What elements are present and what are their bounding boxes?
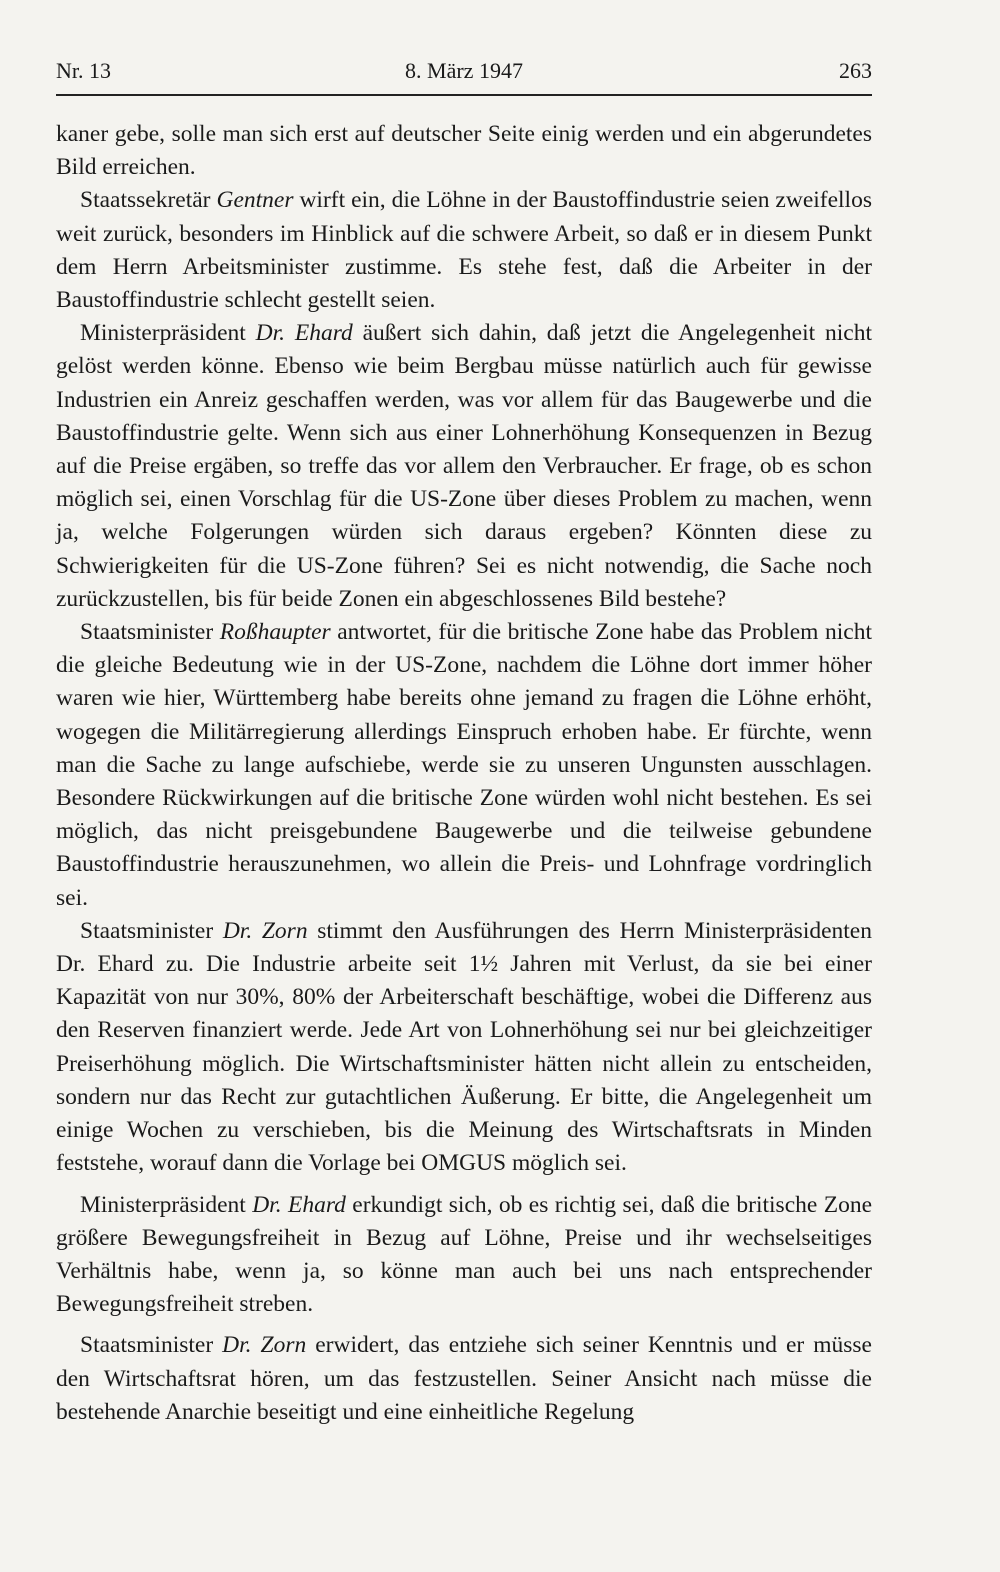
paragraph: Staatsminister Roßhaupter antwortet, für die britische Zone habe das Problem nicht die gleiche Bedeutung wie in der US-Zone, nachdem die Löhne dort immer höher waren wie hier, Württemberg habe bereits ohne jemand zu fragen die Löhne erhöht, wogegen die Militärregierung allerdings Einspruch erhoben habe. Er fürchte, wenn man die Sache zu lange aufschiebe, werde sie zu unseren Ungunsten ausschlagen. Besondere Rückwirkungen auf die britische Zone würden wohl nicht bestehen. Es sei möglich, das nicht preisgebundene Baugewerbe und die teilweise gebundene Baustoffindustrie herauszunehmen, wo allein die Preis- und Lohnfrage vordringlich sei.: [56, 619, 872, 911]
speaker-name: Gentner: [216, 187, 294, 214]
speaker-name: Dr. Ehard: [255, 320, 353, 347]
paragraph: Staatsminister Dr. Zorn erwidert, das entziehe sich seiner Kenntnis und er müsse den Wirtschaftsrat hören, um das festzustellen. Seiner Ansicht nach müsse die bestehende Anarchie beseitigt und eine einheitliche Regelung: [56, 1332, 872, 1425]
speaker-name: Roßhaupter: [219, 619, 331, 646]
speaker-name: Dr. Ehard: [252, 1191, 346, 1218]
header-date: 8. März 1947: [405, 58, 523, 83]
issue-number: Nr. 13: [56, 58, 111, 83]
paragraph: kaner gebe, solle man sich erst auf deutscher Seite einig werden und ein abgerundetes Bild erreichen.: [56, 121, 872, 181]
running-header: [56, 58, 872, 88]
body-text: [56, 118, 872, 1429]
speaker-name: Dr. Zorn: [222, 917, 308, 944]
page-number: 263: [839, 58, 872, 83]
paragraph: Staatssekretär Gentner wirft ein, die Löhne in der Baustoffindustrie seien zweifellos weit zurück, besonders im Hinblick auf die schwere Arbeit, so daß er in diesem Punkt dem Herrn Arbeitsminister zustimme. Es stehe fest, daß die Arbeiter in der Baustoffindustrie schlecht gestellt seien.: [56, 187, 872, 314]
paragraph: Ministerpräsident Dr. Ehard äußert sich dahin, daß jetzt die Angelegenheit nicht gelöst werden könne. Ebenso wie beim Bergbau müsse natürlich auch für gewisse Industrien ein Anreiz geschaffen werden, was vor allem für das Baugewerbe und die Baustoffindustrie gelte. Wenn sich aus einer Lohnerhöhung Konsequenzen in Bezug auf die Preise ergäben, so treffe das vor allem den Verbraucher. Er frage, ob es schon möglich sei, einen Vorschlag für die US-Zone über dieses Problem zu machen, wenn ja, welche Folgerungen würden sich daraus ergeben? Könnten diese zu Schwierigkeiten für die US-Zone führen? Sei es nicht notwendig, die Sache noch zurückzustellen, bis für beide Zonen ein abgeschlossenes Bild bestehe?: [56, 320, 873, 612]
header-rule: [56, 94, 872, 96]
paragraph: Ministerpräsident Dr. Ehard erkundigt sich, ob es richtig sei, daß die britische Zone größere Bewegungsfreiheit in Bezug auf Löhne, Preise und ihr wechselseitiges Verhältnis habe, wenn ja, so könne man auch bei uns nach entsprechender Bewegungsfreiheit streben.: [56, 1191, 873, 1318]
speaker-name: Dr. Zorn: [222, 1332, 307, 1359]
paragraph: Staatsminister Dr. Zorn stimmt den Ausführungen des Herrn Ministerpräsidenten Dr. Ehard zu. Die Industrie arbeite seit 1½ Jahren mit Verlust, da sie bei einer Kapazität von nur 30%, 80% der Arbeiterschaft beschäftige, wobei die Differenz aus den Reserven finanziert werde. Jede Art von Lohnerhöhung sei nur bei gleichzeitiger Preiserhöhung möglich. Die Wirtschaftsminister hätten nicht allein zu entscheiden, sondern nur das Recht zur gutachtlichen Äußerung. Er bitte, die Angelegenheit um einige Wochen zu verschieben, bis die Meinung des Wirtschaftsrats in Minden feststehe, worauf dann die Vorlage bei OMGUS möglich sei.: [56, 917, 872, 1177]
